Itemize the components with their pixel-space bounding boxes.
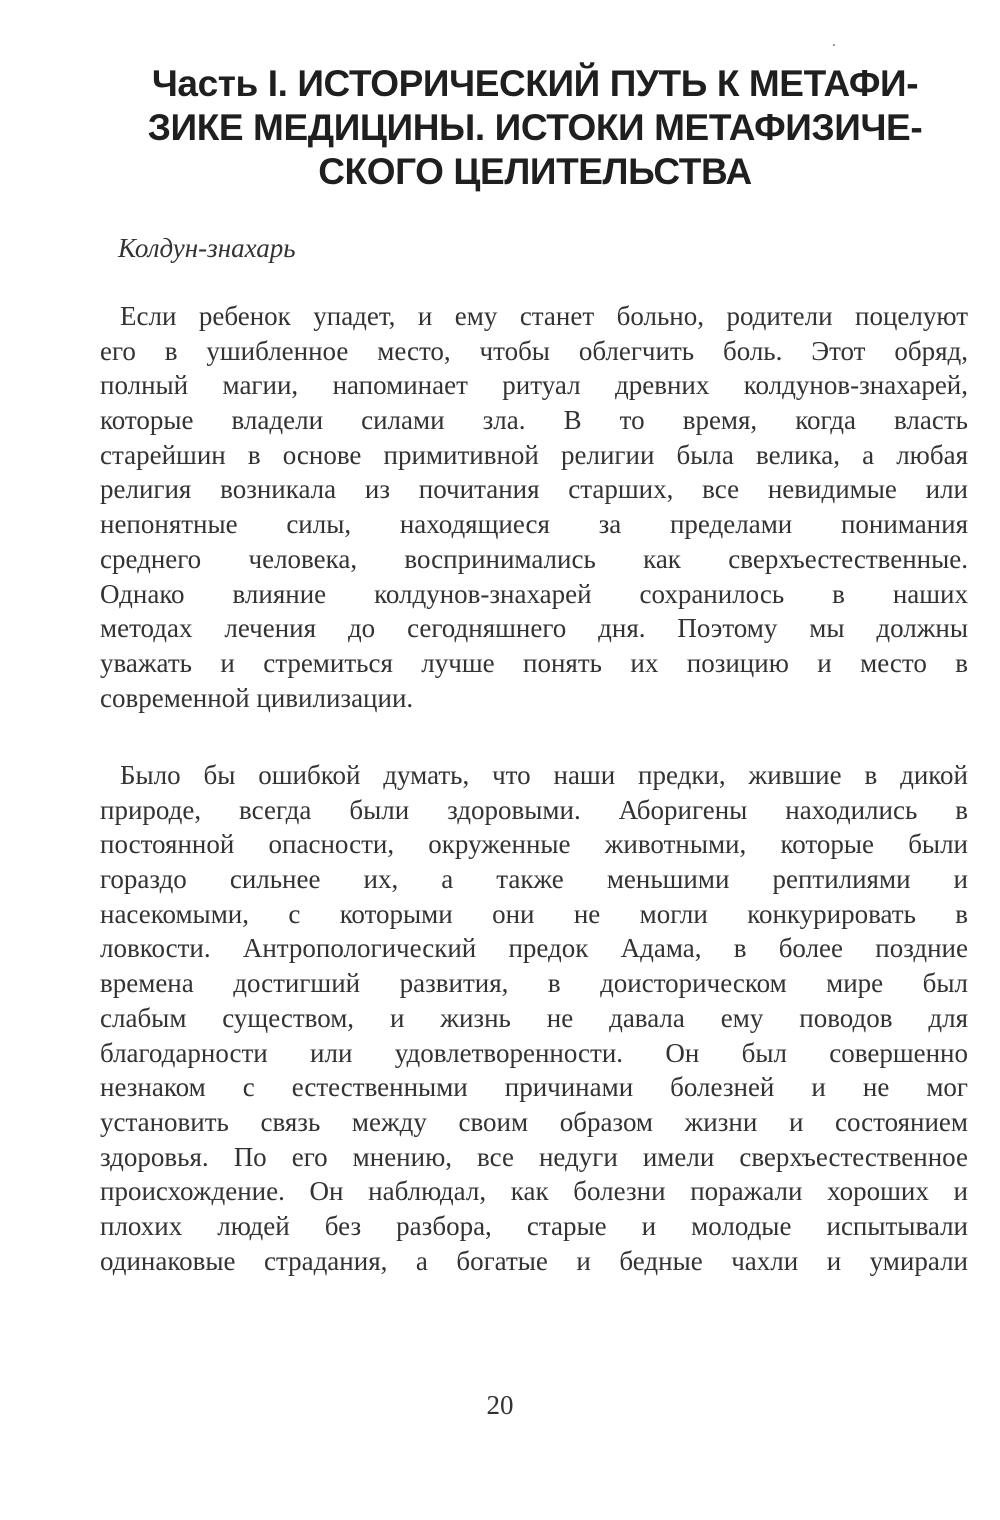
- paragraph-1: [100, 299, 968, 715]
- text-line: слабым существом, и жизнь не давала ему поводов для: [100, 1002, 968, 1033]
- paragraph-2: [100, 758, 968, 1278]
- text-line: которые владели силами зла. В то время, когда власть: [100, 405, 968, 436]
- text-line: ловкости. Антропологический предок Адама, в более поздние: [100, 933, 968, 964]
- text-line: его в ушибленное место, чтобы облегчить боль. Этот обряд,: [100, 335, 968, 366]
- text-line: среднего человека, воспринимались как сверхъестественные.: [100, 543, 968, 574]
- chapter-title: [100, 62, 970, 194]
- text-line: происхождение. Он наблюдал, как болезни поражали хороших и: [100, 1176, 968, 1207]
- text-line: Если ребенок упадет, и ему станет больно, родители поцелуют: [120, 301, 968, 331]
- text-line: плохих людей без разбора, старые и молодые испытывали: [100, 1210, 968, 1241]
- text-line: незнаком с естественными причинами болезней и не мог: [100, 1072, 968, 1103]
- text-line: времена достигший развития, в доисторическом мире был: [100, 968, 968, 999]
- text-line: методах лечения до сегодняшнего дня. Поэтому мы должны: [100, 613, 968, 644]
- text-line: благодарности или удовлетворенности. Он был совершенно: [100, 1037, 968, 1068]
- text-line: современной цивилизации.: [100, 682, 414, 713]
- chapter-title-line: СКОГО ЦЕЛИТЕЛЬСТВА: [318, 151, 752, 192]
- text-line: гораздо сильнее их, а также меньшими рептилиями и: [100, 864, 968, 895]
- section-subtitle: Колдун-знахарь: [118, 233, 296, 263]
- text-line: уважать и стремиться лучше понять их позицию и место в: [100, 647, 968, 678]
- chapter-title-line: Часть I. ИСТОРИЧЕСКИЙ ПУТЬ К МЕТАФИ-: [151, 63, 919, 104]
- page-number: 20: [486, 1390, 514, 1420]
- text-line: насекомыми, с которыми они не могли конкурировать в: [100, 898, 968, 929]
- text-line: Однако влияние колдунов-знахарей сохранилось в наших: [100, 578, 968, 609]
- text-line: полный магии, напоминает ритуал древних колдунов-знахарей,: [100, 370, 968, 401]
- text-line: религия возникала из почитания старших, все невидимые или: [100, 474, 968, 505]
- text-line: установить связь между своим образом жизни и состоянием: [100, 1106, 968, 1137]
- text-line: постоянной опасности, окруженные животными, которые были: [100, 829, 968, 860]
- text-line: одинаковые страдания, а богатые и бедные чахли и умирали: [100, 1245, 968, 1276]
- chapter-title-line: ЗИКЕ МЕДИЦИНЫ. ИСТОКИ МЕТАФИЗИЧЕ-: [147, 107, 923, 148]
- text-line: Было бы ошибкой думать, что наши предки, жившие в дикой: [120, 760, 968, 790]
- scan-speck: [833, 44, 835, 46]
- text-line: непонятные силы, находящиеся за пределами понимания: [100, 509, 968, 540]
- text-line: природе, всегда были здоровыми. Аборигены находились в: [100, 794, 968, 825]
- text-line: здоровья. По его мнению, все недуги имели сверхъестественное: [100, 1141, 968, 1172]
- text-line: старейшин в основе примитивной религии была велика, а любая: [100, 439, 968, 470]
